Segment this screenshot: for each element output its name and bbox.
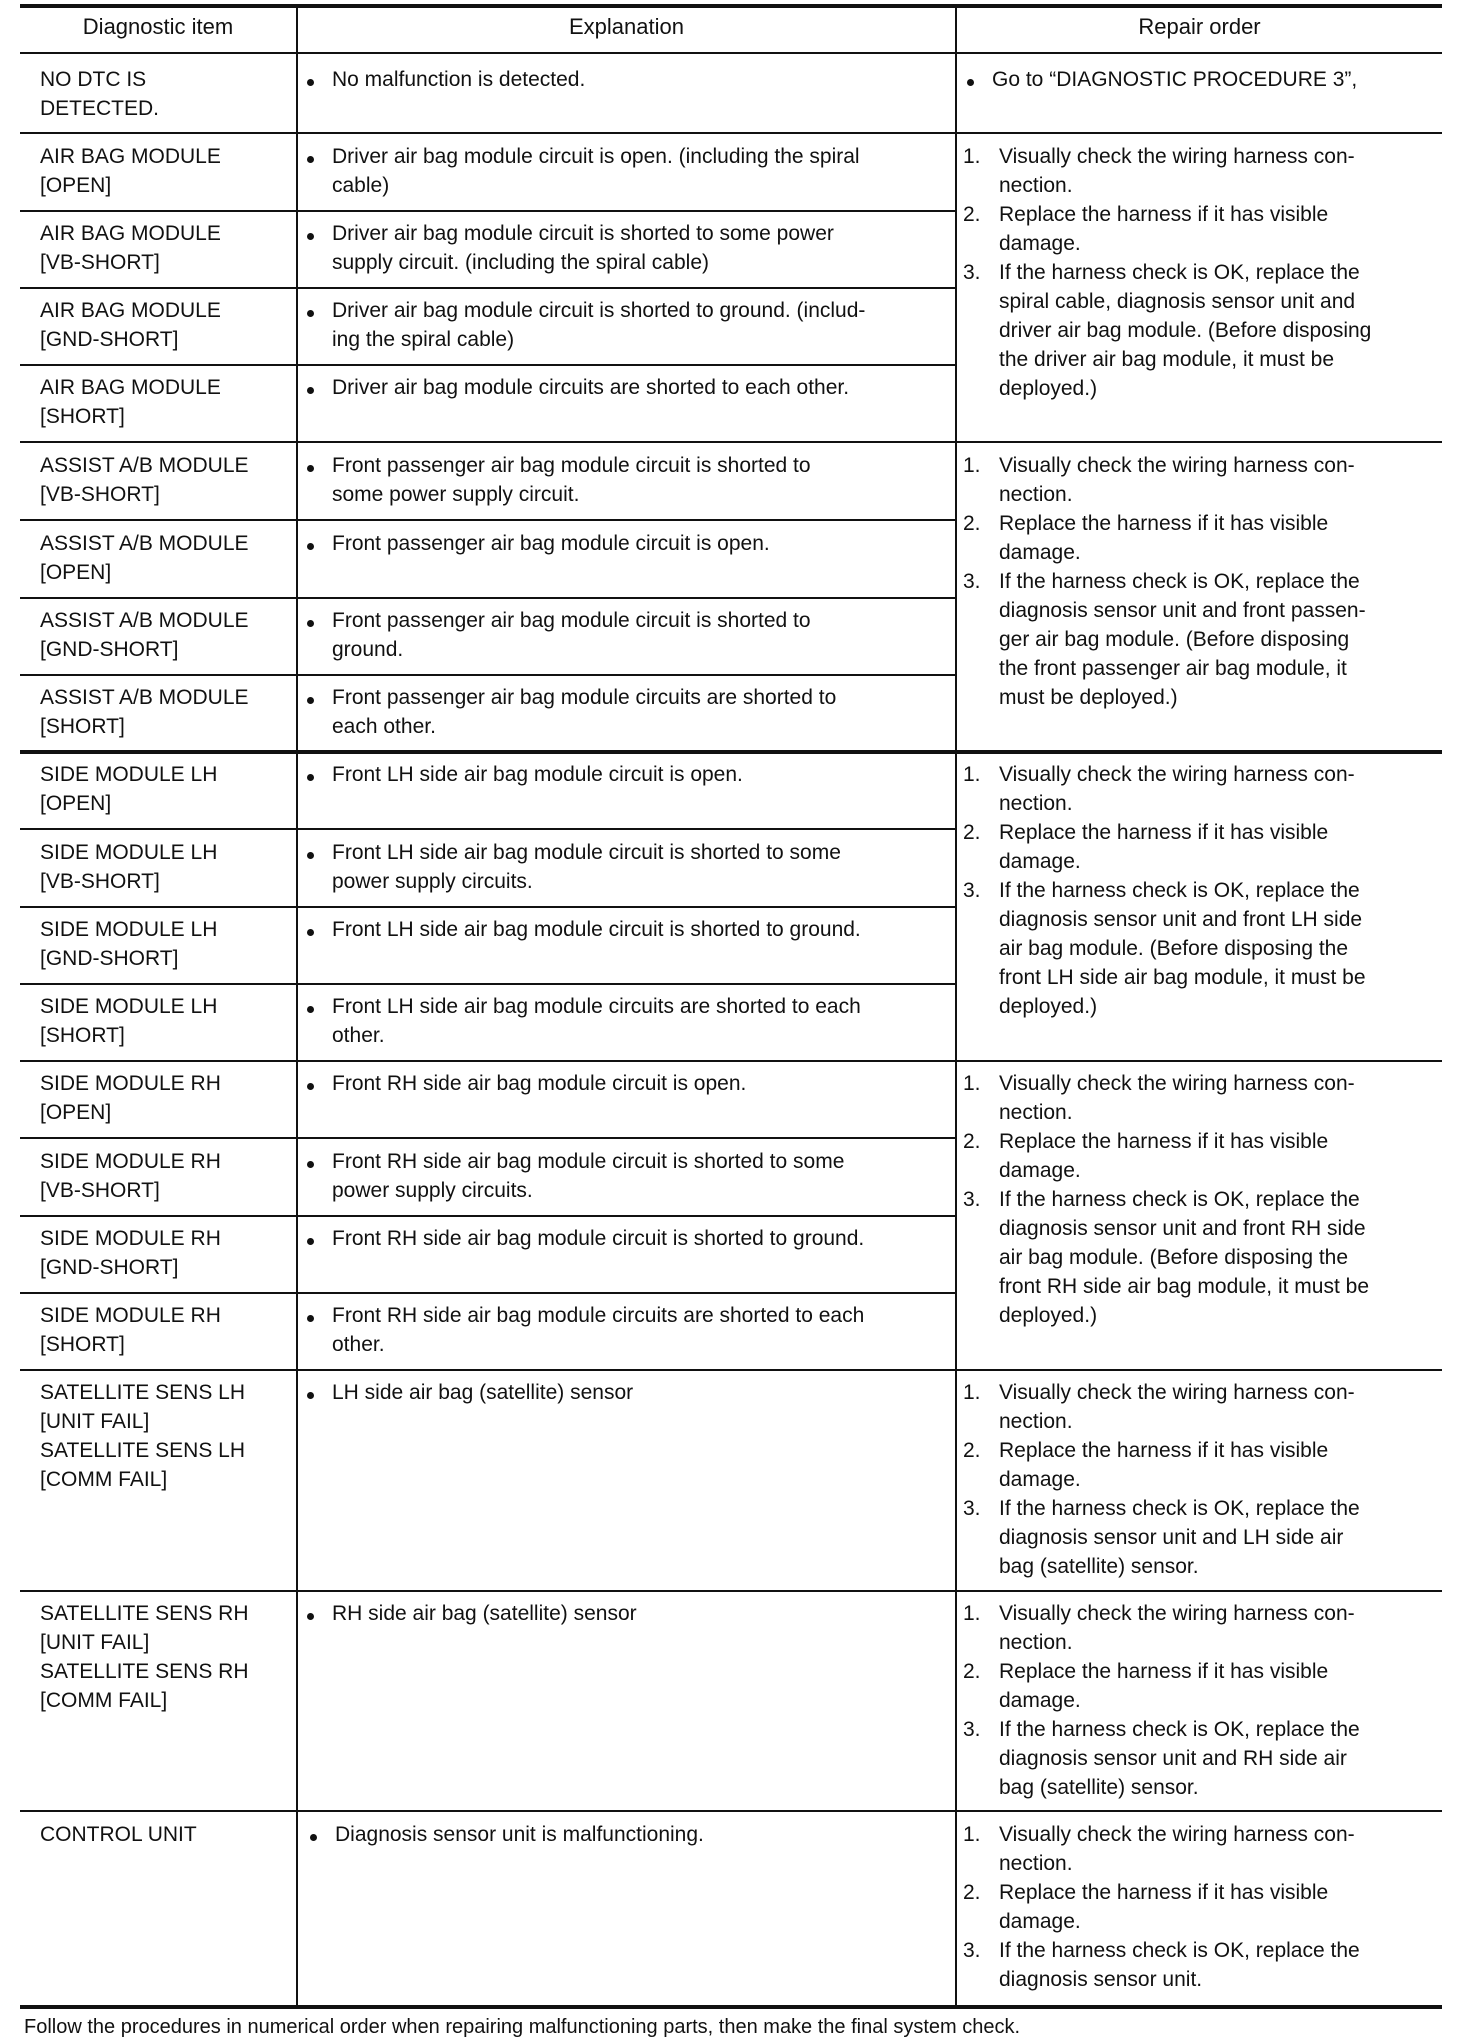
- header-rule: [20, 52, 1442, 54]
- bullet-icon: [307, 852, 314, 859]
- bullet-icon: [307, 1315, 314, 1322]
- repair-step-text: Replace the harness if it has visible damage.: [999, 512, 1329, 564]
- repair-steps-driver-module: [963, 142, 1371, 403]
- explanation: Front RH side air bag module circuit is shorted to some power supply circuits.: [332, 1150, 845, 1202]
- repair-steps-side-lh: [963, 760, 1366, 1021]
- repair-step: 3. If the harness check is OK, replace the diagnosis sensor unit and RH side air bag (satellite) sensor.: [963, 1718, 1360, 1799]
- explanation: Front RH side air bag module circuit is open.: [332, 1072, 747, 1095]
- repair-step: 2. Replace the harness if it has visible damage.: [963, 512, 1329, 564]
- diagnostic-item: SATELLITE SENS LH [UNIT FAIL] SATELLITE SENS LH [COMM FAIL]: [40, 1381, 246, 1491]
- diagnostic-item: SIDE MODULE LH [OPEN]: [40, 763, 218, 815]
- repair-step-text: Replace the harness if it has visible damage.: [999, 1660, 1329, 1712]
- row-rule: [20, 1292, 955, 1294]
- diagnostic-item: SIDE MODULE LH [VB-SHORT]: [40, 841, 218, 893]
- repair-step: 1. Visually check the wiring harness con- nection.: [963, 1602, 1355, 1654]
- explanation: Front passenger air bag module circuit is open.: [332, 532, 770, 555]
- bullet-icon: [307, 774, 314, 781]
- repair-step: 2. Replace the harness if it has visible damage.: [963, 1881, 1329, 1933]
- explanation: Driver air bag module circuit is open. (including the spiral cable): [332, 145, 860, 197]
- repair-steps-satellite-lh: [963, 1378, 1360, 1581]
- repair-steps-passenger-module: [963, 451, 1366, 712]
- repair-steps-control-unit: [963, 1820, 1360, 1994]
- row-rule: [20, 287, 955, 289]
- row-rule: [20, 364, 955, 366]
- repair-step: 1. Visually check the wiring harness con- nection.: [963, 1072, 1355, 1124]
- explanation: Front LH side air bag module circuits are shorted to each other.: [332, 995, 861, 1047]
- diagnostic-item: ASSIST A/B MODULE [VB-SHORT]: [40, 454, 249, 506]
- bullet-icon: [307, 1083, 314, 1090]
- repair-step-text: If the harness check is OK, replace the diagnosis sensor unit and front LH side air bag module. (Before disposing the front LH side air bag module, it must be deployed.): [999, 879, 1366, 1018]
- row-rule: [20, 828, 955, 830]
- repair-step-text: If the harness check is OK, replace the diagnosis sensor unit.: [999, 1939, 1360, 1991]
- repair-steps-satellite-rh: [963, 1599, 1360, 1802]
- repair-step: 1. Visually check the wiring harness con- nection.: [963, 763, 1355, 815]
- repair-step: 2. Replace the harness if it has visible damage.: [963, 1660, 1329, 1712]
- bullet-icon: [967, 79, 974, 86]
- table-top-rule: [20, 4, 1442, 8]
- explanation: LH side air bag (satellite) sensor: [332, 1381, 634, 1404]
- bullet-icon: [307, 929, 314, 936]
- bullet-icon: [307, 1613, 314, 1620]
- diagnostic-item: SIDE MODULE RH [OPEN]: [40, 1072, 221, 1124]
- row-rule: [20, 597, 955, 599]
- explanation: Front RH side air bag module circuits are shorted to each other.: [332, 1304, 865, 1356]
- repair-step-text: If the harness check is OK, replace the spiral cable, diagnosis sensor unit and driver air bag module. (Before disposing the driver air bag module, it must be deployed.): [999, 261, 1372, 400]
- explanation: Diagnosis sensor unit is malfunctioning.: [335, 1823, 704, 1846]
- column-divider: [296, 4, 298, 2006]
- repair-step-text: If the harness check is OK, replace the diagnosis sensor unit and front passen- ger air bag module. (Before disposing the front passenger air bag module, it must be deployed.): [999, 570, 1366, 709]
- repair-step: 1. Visually check the wiring harness con- nection.: [963, 145, 1355, 197]
- row-rule: [20, 906, 955, 908]
- repair-step-text: Replace the harness if it has visible damage.: [999, 203, 1329, 255]
- diagnostic-item: SATELLITE SENS RH [UNIT FAIL] SATELLITE SENS RH [COMM FAIL]: [40, 1602, 249, 1712]
- repair-step-text: Visually check the wiring harness con- nection.: [999, 1072, 1355, 1124]
- diagnostic-item: CONTROL UNIT: [40, 1823, 197, 1846]
- explanation: Front passenger air bag module circuit is shorted to ground.: [332, 609, 811, 661]
- column-divider: [955, 4, 957, 2006]
- row-rule: [20, 210, 955, 212]
- explanation: Front passenger air bag module circuit is shorted to some power supply circuit.: [332, 454, 811, 506]
- table-bottom-rule: [20, 2005, 1442, 2009]
- repair-step: 1. Visually check the wiring harness con- nection.: [963, 454, 1355, 506]
- diagnostic-item: AIR BAG MODULE [SHORT]: [40, 376, 221, 428]
- repair-steps-side-rh: [963, 1069, 1369, 1330]
- repair-step-text: Visually check the wiring harness con- nection.: [999, 1381, 1355, 1433]
- diagnostic-item: AIR BAG MODULE [OPEN]: [40, 145, 221, 197]
- explanation: Front LH side air bag module circuit is open.: [332, 763, 743, 786]
- diagnostic-item: SIDE MODULE LH [SHORT]: [40, 995, 218, 1047]
- group-rule: [20, 1060, 1442, 1062]
- explanation: Front passenger air bag module circuits are shorted to each other.: [332, 686, 837, 738]
- repair-step: 3. If the harness check is OK, replace the diagnosis sensor unit.: [963, 1939, 1360, 1991]
- explanation: Front RH side air bag module circuit is shorted to ground.: [332, 1227, 865, 1250]
- diagnostic-item: AIR BAG MODULE [VB-SHORT]: [40, 222, 221, 274]
- repair-step-text: If the harness check is OK, replace the diagnosis sensor unit and RH side air bag (satellite) sensor.: [999, 1718, 1360, 1799]
- bullet-icon: [307, 1161, 314, 1168]
- repair-step-text: If the harness check is OK, replace the diagnosis sensor unit and front RH side air bag module. (Before disposing the front RH side air bag module, it must be deployed.): [999, 1188, 1370, 1327]
- bullet-icon: [307, 79, 314, 86]
- repair-step-text: Replace the harness if it has visible damage.: [999, 1881, 1329, 1933]
- explanation: Front LH side air bag module circuit is shorted to ground.: [332, 918, 861, 941]
- repair-step-text: Visually check the wiring harness con- nection.: [999, 1823, 1355, 1875]
- bullet-icon: [307, 310, 314, 317]
- bullet-icon: [307, 543, 314, 550]
- header-diagnostic-item: Diagnostic item: [82, 14, 234, 39]
- bullet-icon: [307, 1006, 314, 1013]
- row-rule: [20, 674, 955, 676]
- repair-no-dtc: Go to “DIAGNOSTIC PROCEDURE 3”,: [992, 68, 1358, 91]
- explanation: Front LH side air bag module circuit is shorted to some power supply circuits.: [332, 841, 841, 893]
- repair-step: 2. Replace the harness if it has visible damage.: [963, 203, 1329, 255]
- bullet-icon: [307, 465, 314, 472]
- repair-step: 3. If the harness check is OK, replace the diagnosis sensor unit and front LH side air bag module. (Before disposing the front LH side air bag module, it must be deployed.): [963, 879, 1366, 1018]
- footnote: Follow the procedures in numerical order when repairing malfunctioning parts, then make the final system check.: [24, 2016, 1021, 2038]
- row-rule: [20, 1137, 955, 1139]
- group-rule: [20, 1369, 1442, 1371]
- bullet-icon: [310, 1834, 317, 1841]
- repair-step-text: Visually check the wiring harness con- nection.: [999, 1602, 1355, 1654]
- diagnostic-item: SIDE MODULE RH [SHORT]: [40, 1304, 221, 1356]
- row-rule: [20, 1215, 955, 1217]
- repair-step-text: Replace the harness if it has visible damage.: [999, 821, 1329, 873]
- row-rule: [20, 132, 1442, 134]
- repair-step-text: Replace the harness if it has visible damage.: [999, 1439, 1329, 1491]
- repair-step-text: Visually check the wiring harness con- nection.: [999, 454, 1355, 506]
- repair-step: 1. Visually check the wiring harness con- nection.: [963, 1823, 1355, 1875]
- explanation: Driver air bag module circuit is shorted to ground. (includ- ing the spiral cable): [332, 299, 866, 351]
- repair-step-text: Replace the harness if it has visible damage.: [999, 1130, 1329, 1182]
- header-explanation: Explanation: [569, 14, 684, 39]
- diagnostic-item: NO DTC IS DETECTED.: [40, 68, 160, 120]
- group-rule: [20, 441, 1442, 443]
- repair-step-text: If the harness check is OK, replace the diagnosis sensor unit and LH side air bag (satellite) sensor.: [999, 1497, 1360, 1578]
- group-rule: [20, 1590, 1442, 1592]
- diagnostic-item: ASSIST A/B MODULE [OPEN]: [40, 532, 249, 584]
- repair-step: 2. Replace the harness if it has visible damage.: [963, 1130, 1329, 1182]
- repair-step: 1. Visually check the wiring harness con- nection.: [963, 1381, 1355, 1433]
- repair-step-text: Visually check the wiring harness con- nection.: [999, 763, 1355, 815]
- explanation: RH side air bag (satellite) sensor: [332, 1602, 637, 1625]
- repair-step: 3. If the harness check is OK, replace the diagnosis sensor unit and front RH side air bag module. (Before disposing the front RH side air bag module, it must be deployed.): [963, 1188, 1370, 1327]
- group-rule: [20, 750, 1442, 754]
- diagnostic-item: ASSIST A/B MODULE [SHORT]: [40, 686, 249, 738]
- group-rule: [20, 1810, 1442, 1812]
- repair-step: 3. If the harness check is OK, replace the diagnosis sensor unit and LH side air bag (satellite) sensor.: [963, 1497, 1360, 1578]
- diagnostic-item: SIDE MODULE RH [VB-SHORT]: [40, 1150, 221, 1202]
- repair-step: 2. Replace the harness if it has visible damage.: [963, 821, 1329, 873]
- repair-step: 3. If the harness check is OK, replace the diagnosis sensor unit and front passen- ger air bag module. (Before disposing the front passenger air bag module, it must be deployed.): [963, 570, 1366, 709]
- diagnostic-item: SIDE MODULE RH [GND-SHORT]: [40, 1227, 221, 1279]
- explanation: Driver air bag module circuits are shorted to each other.: [332, 376, 850, 399]
- bullet-icon: [307, 156, 314, 163]
- repair-step: 2. Replace the harness if it has visible damage.: [963, 1439, 1329, 1491]
- bullet-icon: [307, 1238, 314, 1245]
- header-repair-order: Repair order: [1138, 14, 1261, 39]
- row-rule: [20, 983, 955, 985]
- bullet-icon: [307, 387, 314, 394]
- diagnostic-item: AIR BAG MODULE [GND-SHORT]: [40, 299, 221, 351]
- bullet-icon: [307, 1392, 314, 1399]
- bullet-icon: [307, 620, 314, 627]
- row-rule: [20, 519, 955, 521]
- diagnostic-item: ASSIST A/B MODULE [GND-SHORT]: [40, 609, 249, 661]
- bullet-icon: [307, 697, 314, 704]
- bullet-icon: [307, 233, 314, 240]
- explanation: Driver air bag module circuit is shorted to some power supply circuit. (including the spiral cable): [332, 222, 834, 274]
- diagnostic-item: SIDE MODULE LH [GND-SHORT]: [40, 918, 218, 970]
- explanation: No malfunction is detected.: [332, 68, 586, 91]
- repair-step: 3. If the harness check is OK, replace the spiral cable, diagnosis sensor unit and driver air bag module. (Before disposing the driver air bag module, it must be deployed.): [963, 261, 1372, 400]
- repair-step-text: Visually check the wiring harness con- nection.: [999, 145, 1355, 197]
